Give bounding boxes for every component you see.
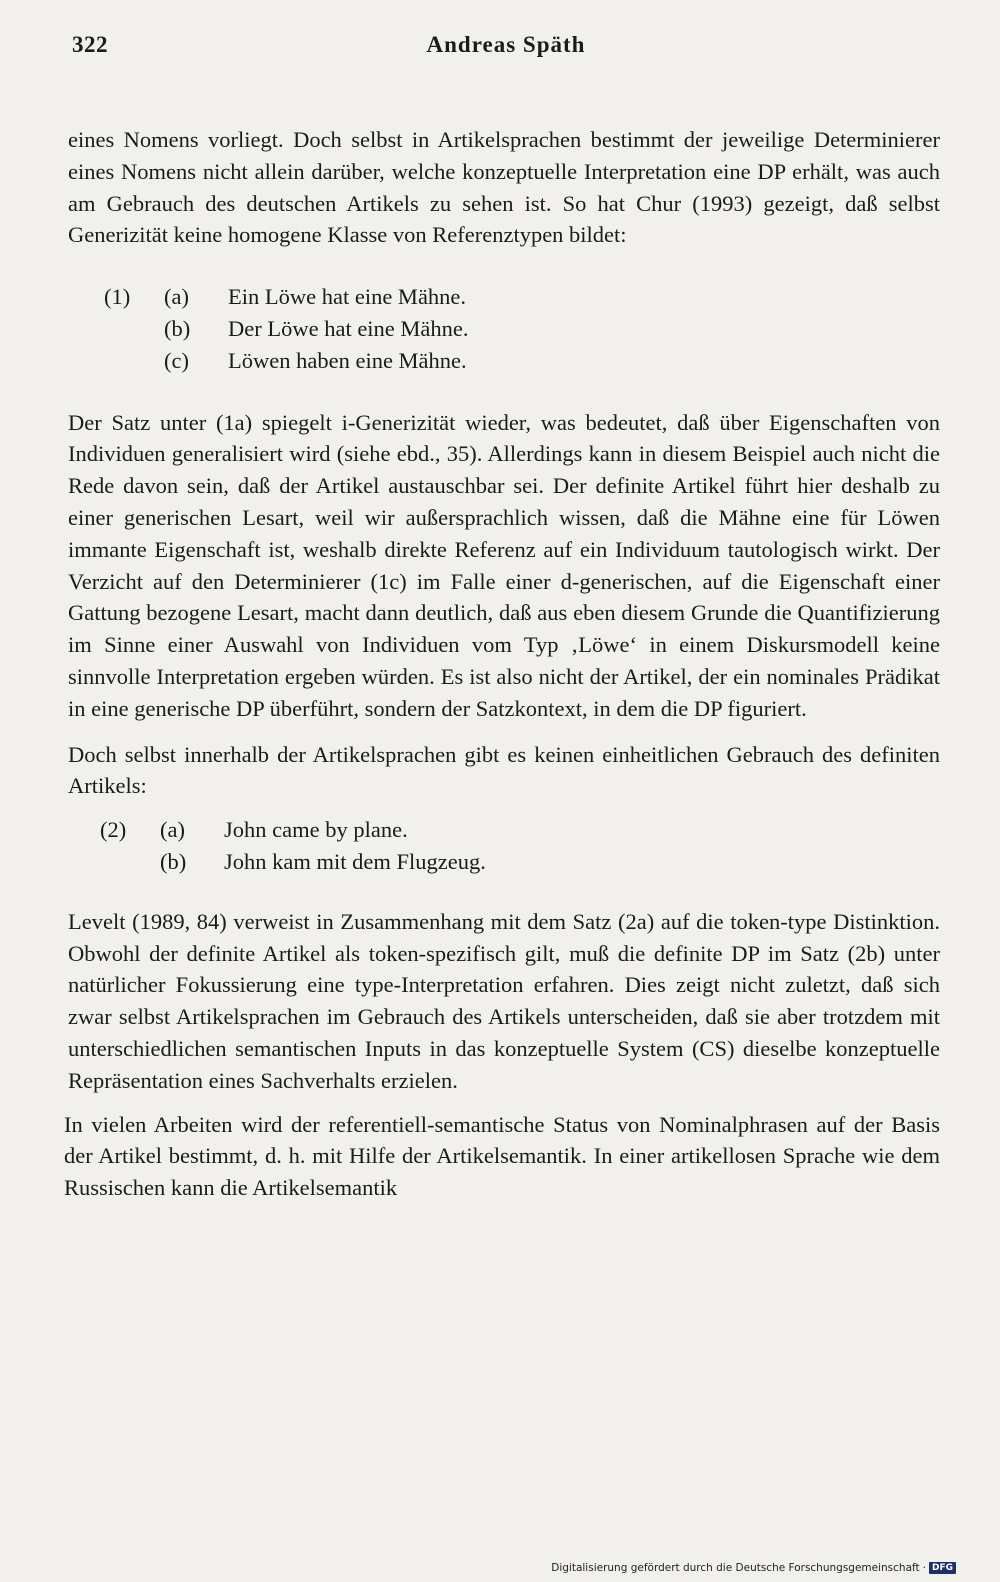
example-1-label-c: (c) (164, 347, 189, 373)
example-1-label-b: (b) (164, 315, 191, 341)
example-2-label-b: (b) (160, 848, 187, 874)
paragraph-4: Levelt (1989, 84) verweist in Zusammenhang mit dem Satz (2a) auf die token-type Distinktion. Obwohl der definite Artikel als token-spezifisch gilt, muß die definite DP im Satz (2b) unter natürlicher Fokussierung eine type-Interpretation erfahren. Dies zeigt nicht zuletzt, daß sich zwar selbst Artikelsprachen im Gebrauch des Artikels unterscheiden, daß sie aber trotzdem mit unterschiedlichen semantischen Inputs in das konzeptuelle System (CS) dieselbe konzeptuelle Repräsentation eines Sachverhalts erzielen. (68, 908, 940, 1093)
example-1 (68, 281, 940, 376)
example-1-text-a: Ein Löwe hat eine Mähne. (228, 284, 467, 310)
example-1-item-b (68, 313, 940, 345)
example-2 (68, 814, 940, 878)
example-2-text-b: John kam mit dem Flugzeug. (224, 848, 486, 874)
body-text (64, 124, 940, 1204)
example-1-text-b: Der Löwe hat eine Mähne. (228, 315, 469, 341)
example-2-number: (2) (100, 817, 127, 843)
paragraph-3: Doch selbst innerhalb der Artikelsprachen gibt es keinen einheitlichen Gebrauch des definiten Artikels: (68, 741, 940, 799)
digitization-credit: Digitalisierung gefördert durch die Deutsche Forschungsgemeinschaft · DFG (551, 1562, 956, 1574)
example-1-text-c: Löwen haben eine Mähne. (228, 347, 467, 373)
example-1-item-c (68, 345, 940, 377)
example-1-label-a: (a) (164, 284, 189, 310)
example-2-item-a (68, 814, 940, 846)
example-2-label-a: (a) (160, 817, 185, 843)
credit-text: Digitalisierung gefördert durch die Deutsche Forschungsgemeinschaft (551, 1562, 920, 1574)
example-1-item-a (68, 281, 940, 313)
page-header (72, 32, 940, 66)
example-2-item-b (68, 846, 940, 878)
example-1-number: (1) (104, 284, 131, 310)
dfg-logo: DFG (929, 1562, 956, 1574)
running-head: Andreas Späth (426, 32, 586, 57)
paragraph-2: Der Satz unter (1a) spiegelt i-Generizität wieder, was bedeutet, daß über Eigenschaften von Individuen generalisiert wird (siehe ebd., 35). Allerdings kann in diesem Beispiel auch nicht die Rede davon sein, daß der Artikel austauschbar sei. Der definite Artikel führt hier deshalb zu einer generischen Lesart, weil wir außersprachlich wissen, daß die Mähne eine für Löwen immante Eigenschaft ist, weshalb direkte Referenz auf ein Individuum tautologisch wirkt. Der Verzicht auf den Determinierer (1c) im Falle einer d-generischen, auf die Eigenschaft einer Gattung bezogene Lesart, macht dann deutlich, daß aus eben diesem Grunde die Quantifizierung im Sinne einer Auswahl von Individuen vom Typ ‚Löwe‘ in einem Diskursmodell keine sinnvolle Interpretation ergeben würden. Es ist also nicht der Artikel, der ein nominales Prädikat in eine generische DP überführt, sondern der Satzkontext, in dem die DP figuriert. (68, 409, 940, 721)
paragraph-1: eines Nomens vorliegt. Doch selbst in Artikelsprachen bestimmt der jeweilige Determinierer eines Nomens nicht allein darüber, welche konzeptuelle Interpretation eine DP erhält, was auch am Gebrauch des deutschen Artikels zu sehen ist. So hat Chur (1993) gezeigt, daß selbst Generizität keine homogene Klasse von Referenztypen bildet: (68, 127, 940, 248)
page-number: 322 (72, 32, 108, 57)
paragraph-5: In vielen Arbeiten wird der referentiell-semantische Status von Nominalphrasen auf der Basis der Artikel bestimmt, d. h. mit Hilfe der Artikelsemantik. In einer artikellosen Sprache wie dem Russischen kann die Artikelsemantik (64, 1111, 940, 1201)
example-2-text-a: John came by plane. (224, 817, 408, 843)
